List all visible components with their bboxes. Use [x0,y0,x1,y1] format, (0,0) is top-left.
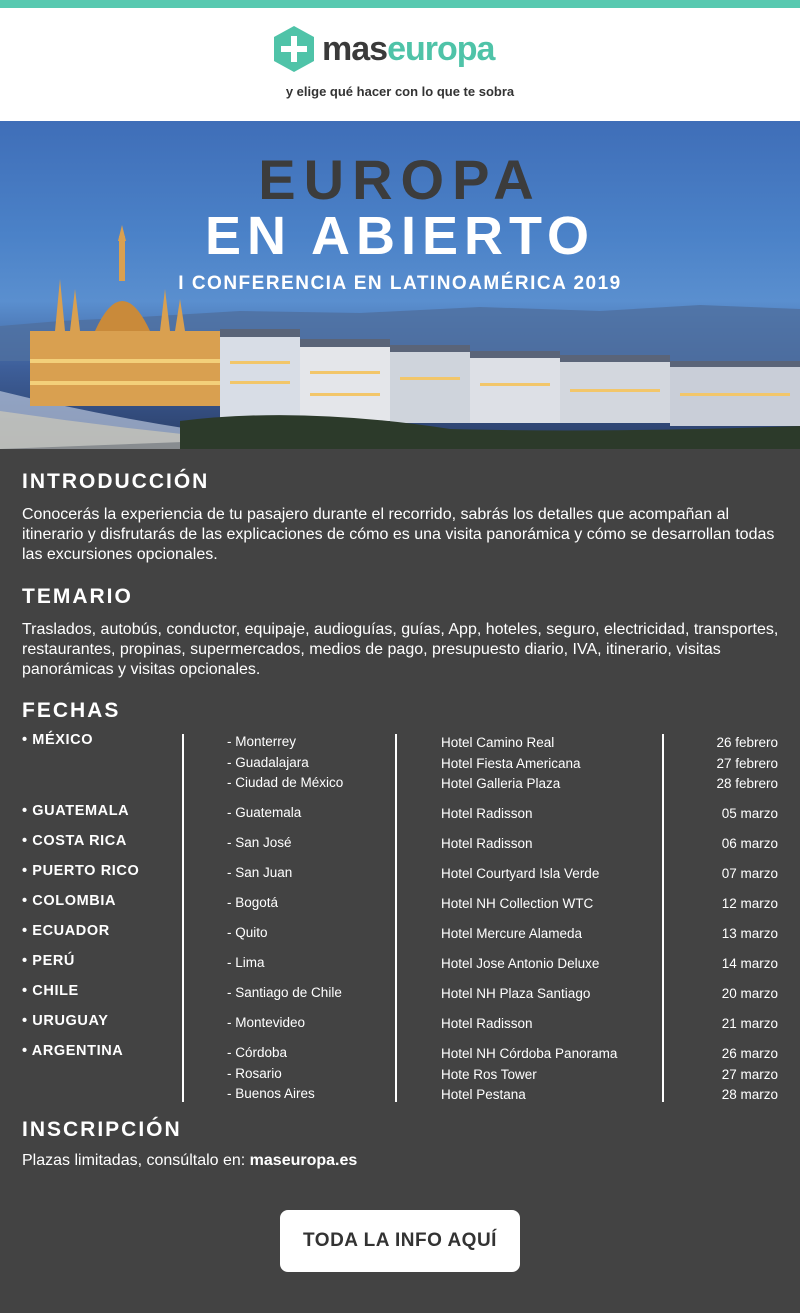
date-column [722,894,778,915]
fechas-heading: FECHAS [22,699,121,722]
logo-mas: mas [322,30,388,68]
hero-subtitle: I CONFERENCIA EN LATINOAMÉRICA 2019 [178,273,622,294]
date-column [722,984,778,1005]
hotel-column [441,984,590,1005]
hotel-column [441,733,581,795]
event-date: 28 marzo [721,1087,778,1102]
column-divider [662,734,664,1102]
hotel-name: Hote Ros Tower [441,1066,537,1082]
event-date: 27 febrero [716,755,778,771]
city-name: - Bogotá [227,895,279,910]
hotel-column [441,804,533,825]
event-date: 20 marzo [721,986,778,1001]
hotel-name: Hotel Courtyard Isla Verde [441,866,600,881]
date-column [722,924,778,945]
hotel-name: Hotel NH Collection WTC [441,896,594,911]
maseuropa-link[interactable]: maseuropa.es [249,1152,358,1169]
hotel-name: Hotel Mercure Alameda [441,926,583,941]
hero-title-line1: EUROPA [258,148,542,211]
city-name: - Quito [227,925,268,940]
hotel-name: Hotel Fiesta Americana [441,755,581,771]
city-name: - Lima [227,955,265,970]
column-divider [395,734,397,1102]
city-column [227,803,301,824]
date-column [722,804,778,825]
hotel-column [441,834,533,855]
event-date: 07 marzo [721,866,778,881]
city-name: - Santiago de Chile [227,985,342,1000]
event-date: 28 febrero [716,776,778,791]
date-column [722,864,778,885]
logo-europa: europa [387,30,495,68]
country-name: • PERÚ [22,953,75,969]
country-name: • ARGENTINA [22,1043,124,1059]
city-name: - Córdoba [227,1045,288,1060]
date-column [722,834,778,855]
event-date: 12 marzo [721,896,778,911]
city-column [227,1013,305,1034]
hotel-name: Hotel Jose Antonio Deluxe [441,956,600,971]
inscripcion-heading: INSCRIPCIÓN [22,1118,182,1141]
hotel-name: Hotel Galleria Plaza [441,776,561,791]
city-column [227,863,292,884]
hotel-name: Hotel Radisson [441,1016,533,1031]
city-name: - San Juan [227,865,293,880]
column-divider [182,734,184,1102]
temario-text: Traslados, autobús, conductor, equipaje, audioguías, guías, App, hoteles, seguro, electricidad, transportes, restaurantes, propinas, supermercados, medios de pago, presupuesto diario, IVA, itinerario, visitas panorámicas y visitas opcionales. [22,621,779,678]
inscripcion-label: Plazas limitadas, consúltalo en: [22,1152,250,1169]
city-name: - San José [227,835,292,850]
hotel-column [441,924,582,945]
intro-text: Conocerás la experiencia de tu pasajero durante el recorrido, sabrás los detalles que acompañan al itinerario y disfrutarás de las explicaciones de cómo es una visita panorámica y cómo se desarrollan todas las excursiones opcionales. [22,506,775,563]
hero-banner [0,121,800,449]
event-date: 05 marzo [721,806,778,821]
country-name: • URUGUAY [22,1013,109,1029]
event-date: 06 marzo [721,836,778,851]
hotel-column [441,894,593,915]
country-name: • CHILE [22,983,79,999]
toda-la-info-button[interactable]: TODA LA INFO AQUÍ [280,1210,520,1272]
hotel-column [441,864,599,885]
country-name: • PUERTO RICO [22,863,140,879]
city-column [227,1043,315,1105]
hero-title-line2: EN ABIERTO [204,206,596,266]
country-name: • GUATEMALA [22,803,130,819]
event-date: 13 marzo [721,926,778,941]
dates-table [22,732,782,1102]
hotel-name: Hotel Radisson [441,806,533,821]
country-name: • ECUADOR [22,923,110,939]
city-name: - Monterrey [227,734,297,749]
plus-hexagon-icon [272,25,316,73]
inscripcion-section [22,1118,782,1170]
country-name: • COLOMBIA [22,893,117,909]
country-name: • MÉXICO [22,732,94,748]
event-date: 26 marzo [721,1046,778,1061]
city-column [227,833,292,854]
hotel-name: Hotel Radisson [441,836,533,851]
city-name: - Montevideo [227,1015,306,1030]
hotel-column [441,1014,533,1035]
city-column [227,923,268,944]
maseuropa-logo[interactable] [272,24,494,74]
city-name: - Rosario [227,1065,282,1081]
city-column [227,953,265,974]
hotel-column [441,954,599,975]
event-date: 14 marzo [721,956,778,971]
header [0,8,800,121]
city-column [227,983,342,1004]
main-content [22,470,782,723]
temario-heading: TEMARIO [22,585,133,608]
top-accent-bar [0,0,800,8]
hotel-name: Hotel NH Córdoba Panorama [441,1046,618,1061]
city-column [227,732,343,794]
country-name: • COSTA RICA [22,833,127,849]
date-column [722,1044,778,1106]
date-column [722,954,778,975]
tagline: y elige qué hacer con lo que te sobra [285,84,515,99]
inscripcion-text [22,1152,782,1170]
date-column [722,1014,778,1035]
hotel-name: Hotel NH Plaza Santiago [441,986,591,1001]
city-name: - Guatemala [227,805,302,820]
logo-wordmark [322,32,494,66]
event-date: 26 febrero [716,735,778,750]
city-name: - Ciudad de México [227,775,344,790]
hotel-name: Hotel Pestana [441,1087,526,1102]
event-date: 21 marzo [721,1016,778,1031]
hotel-column [441,1044,617,1106]
city-name: - Buenos Aires [227,1086,315,1101]
city-column [227,893,278,914]
city-name: - Guadalajara [227,754,309,770]
event-date: 27 marzo [721,1066,778,1082]
hotel-name: Hotel Camino Real [441,735,555,750]
intro-heading: INTRODUCCIÓN [22,470,210,493]
date-column [716,733,778,795]
